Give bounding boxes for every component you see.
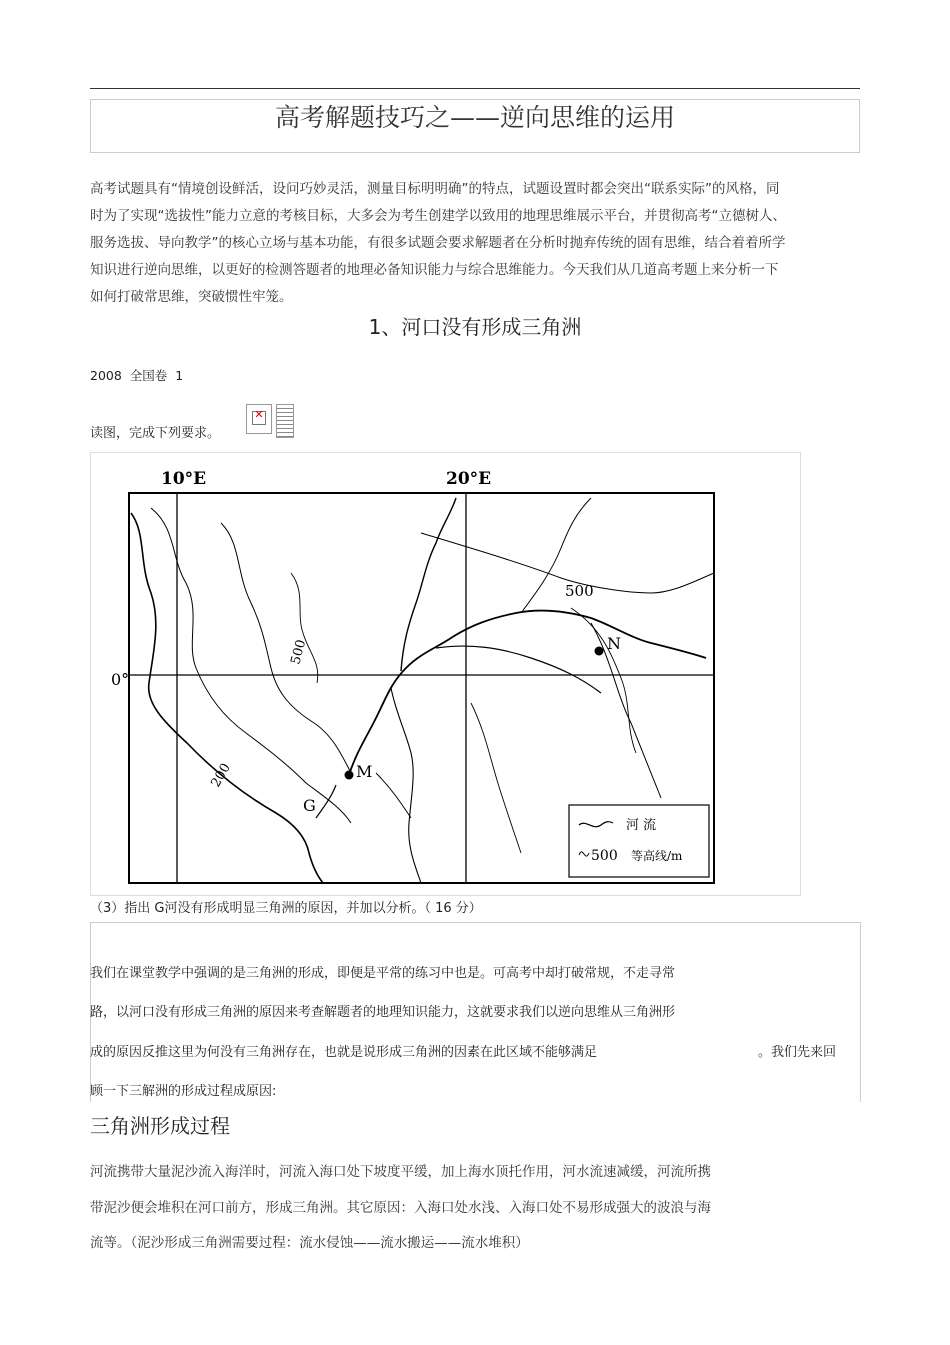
legend-contour-value: 500 xyxy=(591,848,618,864)
tributary-east xyxy=(436,646,601,693)
label-point-n: N xyxy=(607,634,621,653)
question-3: （3）指出 G河没有形成明显三角洲的原因，并加以分析。（ 16 分） xyxy=(90,901,482,916)
broken-image-icon: ✕ xyxy=(246,404,272,434)
legend-river-label: 河 流 xyxy=(626,818,657,833)
delta-paragraph-line-3: 流等。（泥沙形成三角洲需要过程：流水侵蚀——流水搬运——流水堆积） xyxy=(90,1235,529,1251)
page-title: 高考解题技巧之——逆向思维的运用 xyxy=(274,103,675,132)
top-rule xyxy=(90,88,860,89)
read-prompt: 读图，完成下列要求。 xyxy=(90,426,221,441)
main-river xyxy=(349,611,706,775)
answer-line-2: 路，以河口没有形成三角洲的原因来考查解题者的地理知识能力，这就要求我们以逆向思维从三角洲形 xyxy=(90,1005,676,1020)
tributary-south xyxy=(391,688,421,883)
contour-500-west xyxy=(221,523,351,773)
delta-paragraph-line-1: 河流携带大量泥沙流入海洋时，河流入海口处下坡度平缓，加上海水顶托作用，河水流速减缓，河流所携 xyxy=(90,1164,711,1180)
label-contour-200: 200 xyxy=(208,760,234,790)
label-point-g: G xyxy=(303,796,316,815)
river-map xyxy=(91,453,800,895)
tributary-s2 xyxy=(471,703,521,853)
label-contour-500-west: 500 xyxy=(288,638,310,667)
answer-line-1: 我们在课堂教学中强调的是三角洲的形成，即便是平常的练习中也是。可高考中却打破常规，不走寻常 xyxy=(90,966,676,981)
river-map-figure xyxy=(90,452,801,896)
label-equator: 0° xyxy=(111,670,130,689)
river-m-branch xyxy=(376,773,411,818)
legend-contour-label: 等高线/m xyxy=(631,849,683,863)
label-point-m: M xyxy=(356,762,373,781)
point-n-marker xyxy=(595,647,604,656)
section-heading-2: 三角洲形成过程 xyxy=(90,1114,230,1138)
answer-line-3: 成的原因反推这里为何没有三角洲存在，也就是说形成三角洲的因素在此区域不能够满足 xyxy=(90,1045,598,1060)
contour-500-hills xyxy=(291,573,318,683)
image-placeholder-icon xyxy=(276,404,294,438)
label-10e: 10°E xyxy=(161,469,207,489)
tributary-north xyxy=(401,498,456,671)
contour-200 xyxy=(151,508,351,823)
label-20e: 20°E xyxy=(446,469,492,489)
point-m-marker xyxy=(345,771,354,780)
map-legend xyxy=(569,805,709,877)
delta-paragraph-line-2: 带泥沙便会堆积在河口前方，形成三角洲。其它原因：入海口处水浅、入海口处不易形成强大的波浪与海 xyxy=(90,1200,711,1216)
section-heading-1: 1、河口没有形成三角洲 xyxy=(368,315,582,339)
label-contour-500-east: 500 xyxy=(565,582,594,600)
answer-line-3-tail: 。我们先来回 xyxy=(758,1045,837,1060)
answer-line-4: 顾一下三解洲的形成过程成原因: xyxy=(90,1084,277,1099)
river-g-mouth xyxy=(316,785,336,818)
exam-source: 2008 全国卷 1 xyxy=(90,368,184,383)
contour-east-valley xyxy=(571,608,636,753)
coastline xyxy=(131,513,323,883)
intro-paragraph: 高考试题具有“情境创设鲜活，设问巧妙灵活，测量目标明明确”的特点，试题设置时都会突出“联系实际”的风格，同时为了实现“选拔性”能力立意的考核目标，大多会为考生创建学以致用的地理思维展示平台，并贯彻高考“立德树人、服务选拔、导向教学”的核心立场与基本功能，有很多试题会要求解题者在分析时抛弃传统的固有思维，结合着着所学知识进行逆向思维，以更好的检测答题者的地理必备知识能力与综合思维能力。今天我们从几道高考题上来分析一下如何打破常思维，突破惯性牢笼。 xyxy=(90,181,786,305)
